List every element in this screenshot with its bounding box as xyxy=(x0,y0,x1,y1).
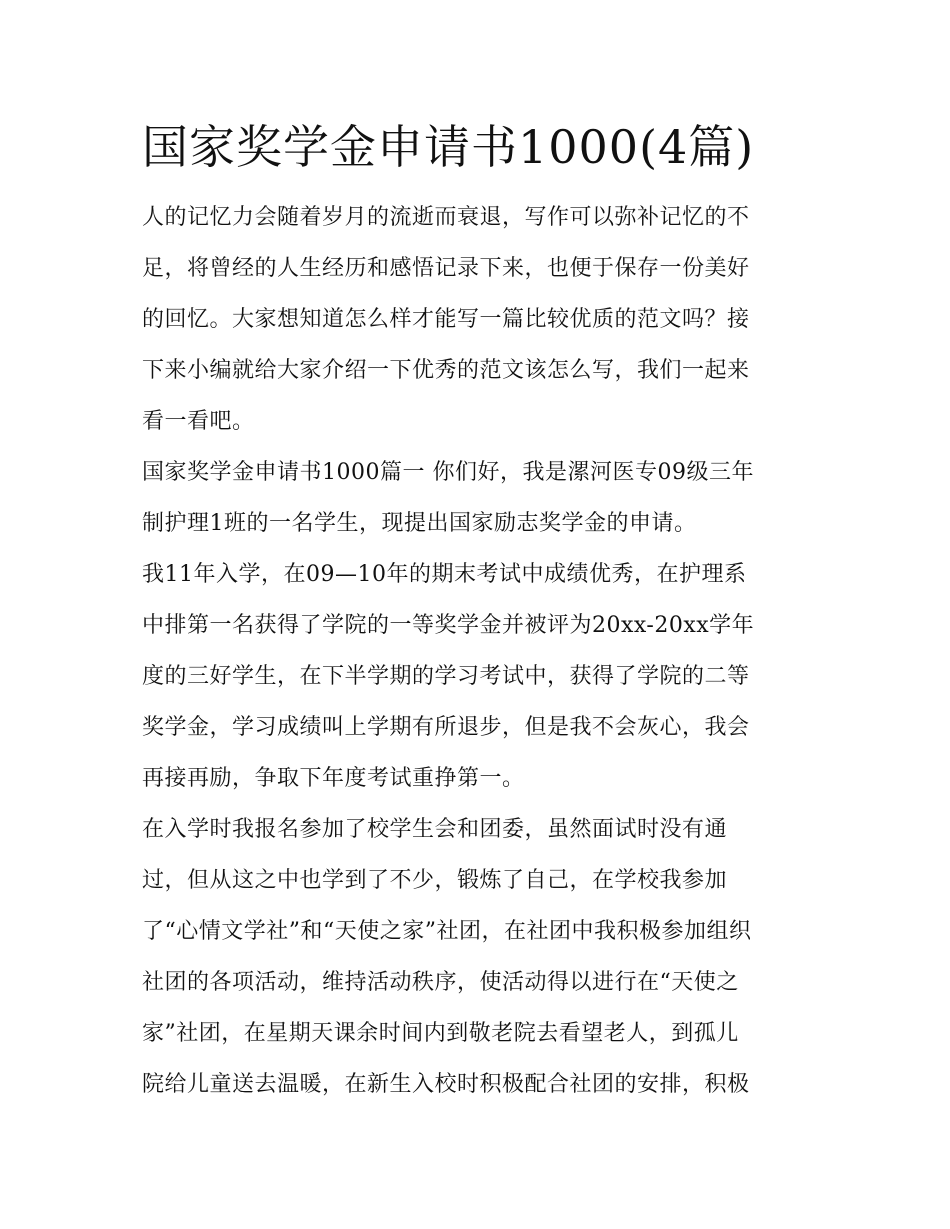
text-line: 人的记忆力会随着岁月的流逝而衰退，写作可以弥补记忆的不 xyxy=(142,205,750,230)
document-title: 国家奖学金申请书1000(4篇) xyxy=(142,120,755,174)
text-line: 的回忆。大家想知道怎么样才能写一篇比较优质的范文吗？接 xyxy=(142,307,750,332)
text-line: 度的三好学生，在下半学期的学习考试中，获得了学院的二等 xyxy=(142,664,750,689)
text-line: 国家奖学金申请书1000篇一 你们好，我是漯河医专09级三年 xyxy=(142,460,754,485)
text-line: 足，将曾经的人生经历和感悟记录下来，也便于保存一份美好 xyxy=(142,256,750,281)
text-line: 看一看吧。 xyxy=(142,409,255,434)
document-body xyxy=(142,112,814,1110)
text-line: 社团的各项活动，维持活动秩序，使活动得以进行在“天使之 xyxy=(142,970,739,995)
text-line: 家”社团，在星期天课余时间内到敬老院去看望老人，到孤儿 xyxy=(142,1021,739,1046)
text-line: 制护理1班的一名学生，现提出国家励志奖学金的申请。 xyxy=(142,511,697,536)
paragraph-greeting xyxy=(142,447,814,549)
text-line: 中排第一名获得了学院的一等奖学金并被评为20xx-20xx学年 xyxy=(142,613,755,638)
text-line: 院给儿童送去温暖，在新生入校时积极配合社团的安排，积极 xyxy=(142,1072,750,1097)
paragraph-academics xyxy=(142,549,814,804)
text-line: 下来小编就给大家介绍一下优秀的范文该怎么写，我们一起来 xyxy=(142,358,750,383)
text-line: 了“心情文学社”和“天使之家”社团，在社团中我积极参加组织 xyxy=(142,919,752,944)
text-line: 再接再励，争取下年度考试重挣第一。 xyxy=(142,766,525,791)
text-line: 我11年入学，在09—10年的期末考试中成绩优秀，在护理系 xyxy=(142,562,747,587)
text-line: 在入学时我报名参加了校学生会和团委，虽然面试时没有通 xyxy=(142,817,728,842)
paragraph-activities xyxy=(142,804,814,1110)
paragraph-intro xyxy=(142,192,814,447)
text-line: 奖学金，学习成绩叫上学期有所退步，但是我不会灰心，我会 xyxy=(142,715,750,740)
text-line: 过，但从这之中也学到了不少，锻炼了自己，在学校我参加 xyxy=(142,868,728,893)
